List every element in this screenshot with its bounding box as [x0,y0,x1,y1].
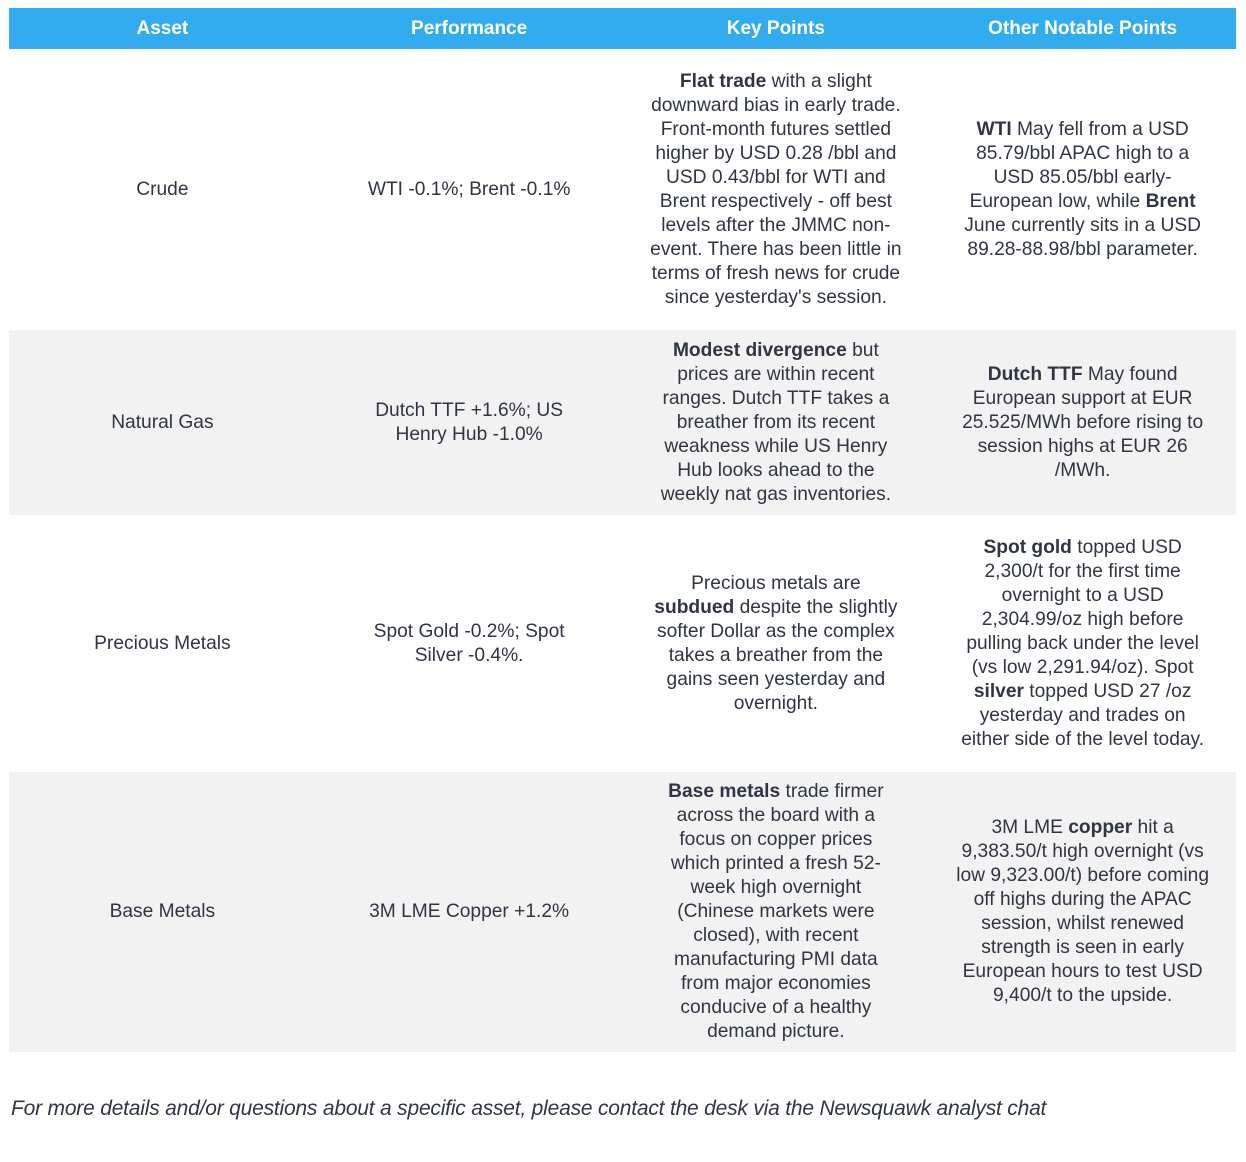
key-points-highlight: Modest divergence [672,339,847,361]
other-points-highlight: copper [1068,817,1133,838]
footer-note: For more details and/or questions about a specific asset, please contact the desk via the Newsquawk analyst chat [11,1097,1047,1120]
key-points-text: but prices are within recent ranges. Dutch TTF takes a breather from its recent weakness while US Henry Hub looks ahead to the weekly nat gas inventories. [660,339,892,505]
asset-cell: Crude [136,178,189,200]
performance-cell: Spot Gold -0.2%; Spot Silver -0.4%. [373,620,565,666]
other-points-highlight: Brent [1145,190,1196,212]
table-row-base-metals [9,772,1236,1052]
key-points-highlight: Base metals [668,781,781,802]
asset-cell: Base Metals [109,901,216,922]
other-points-text: June currently sits in a USD 89.28-88.98/bbl parameter. [964,214,1201,260]
key-points-highlight: subdued [654,596,735,618]
table-header [9,8,1236,49]
key-points-cell [623,330,930,515]
table-row-natural-gas [9,330,1236,515]
header-asset: Asset [136,17,189,39]
other-points-highlight: Dutch TTF [987,363,1083,385]
other-points-text: 3M LME [991,817,1069,838]
other-points-cell [929,330,1236,515]
key-points-cell [623,772,930,1052]
header-other-notable-points: Other Notable Points [988,17,1178,39]
commodities-table [9,8,1236,1052]
key-points-cell [623,515,930,772]
table-row-precious-metals [9,515,1236,772]
performance-cell: WTI -0.1%; Brent -0.1% [367,178,571,200]
other-points-text: topped USD 2,300/t for the first time overnight to a USD 2,304.99/oz high before pulling back under the level (vs low 2,291.94/oz). Spot [966,536,1199,678]
asset-cell: Precious Metals [94,632,231,654]
other-points-cell [929,49,1236,330]
other-points-highlight: Spot gold [983,536,1072,558]
key-points-highlight: Flat trade [679,70,767,92]
other-points-highlight: silver [973,680,1024,702]
other-points-cell [929,515,1236,772]
other-points-cell [929,772,1236,1052]
other-points-text: topped USD 27 /oz yesterday and trades on either side of the level today. [961,680,1205,750]
other-points-text: May fell from a USD 85.79/bbl APAC high to a USD 85.05/bbl early-European low, while [969,118,1190,212]
other-points-text: May found European support at EUR 25.525/MWh before rising to session highs at EUR 26 /MWh. [962,363,1204,481]
asset-cell: Natural Gas [111,411,214,433]
key-points-text: with a slight downward bias in early trade. Front-month futures settled higher by USD 0.28 /bbl and USD 0.43/bbl for WTI and Brent respectively - off best levels after the JMMC non-event. There has been little in terms of fresh news for crude since yesterday's session. [650,70,902,308]
performance-cell: Dutch TTF +1.6%; US Henry Hub -1.0% [375,399,564,445]
header-key-points: Key Points [726,17,825,39]
key-points-text: Precious metals are [691,572,861,594]
key-points-text: despite the slightly softer Dollar as the complex takes a breather from the gains seen yesterday and overnight. [656,596,898,714]
table-row-crude [9,49,1236,330]
other-points-text: hit a 9,383.50/t high overnight (vs low 9,323.00/t) before coming off highs during the APAC session, whilst renewed strength is seen in early European hours to test USD 9,400/t to the upside. [956,817,1210,1006]
other-points-highlight: WTI [976,118,1012,140]
key-points-cell [623,49,930,330]
key-points-text: trade firmer across the board with a focus on copper prices which printed a fresh 52-week high overnight (Chinese markets were closed), with recent manufacturing PMI data from major economies conducive of a healthy demand picture. [670,781,884,1042]
header-performance: Performance [411,17,528,39]
performance-cell: 3M LME Copper +1.2% [369,901,570,922]
